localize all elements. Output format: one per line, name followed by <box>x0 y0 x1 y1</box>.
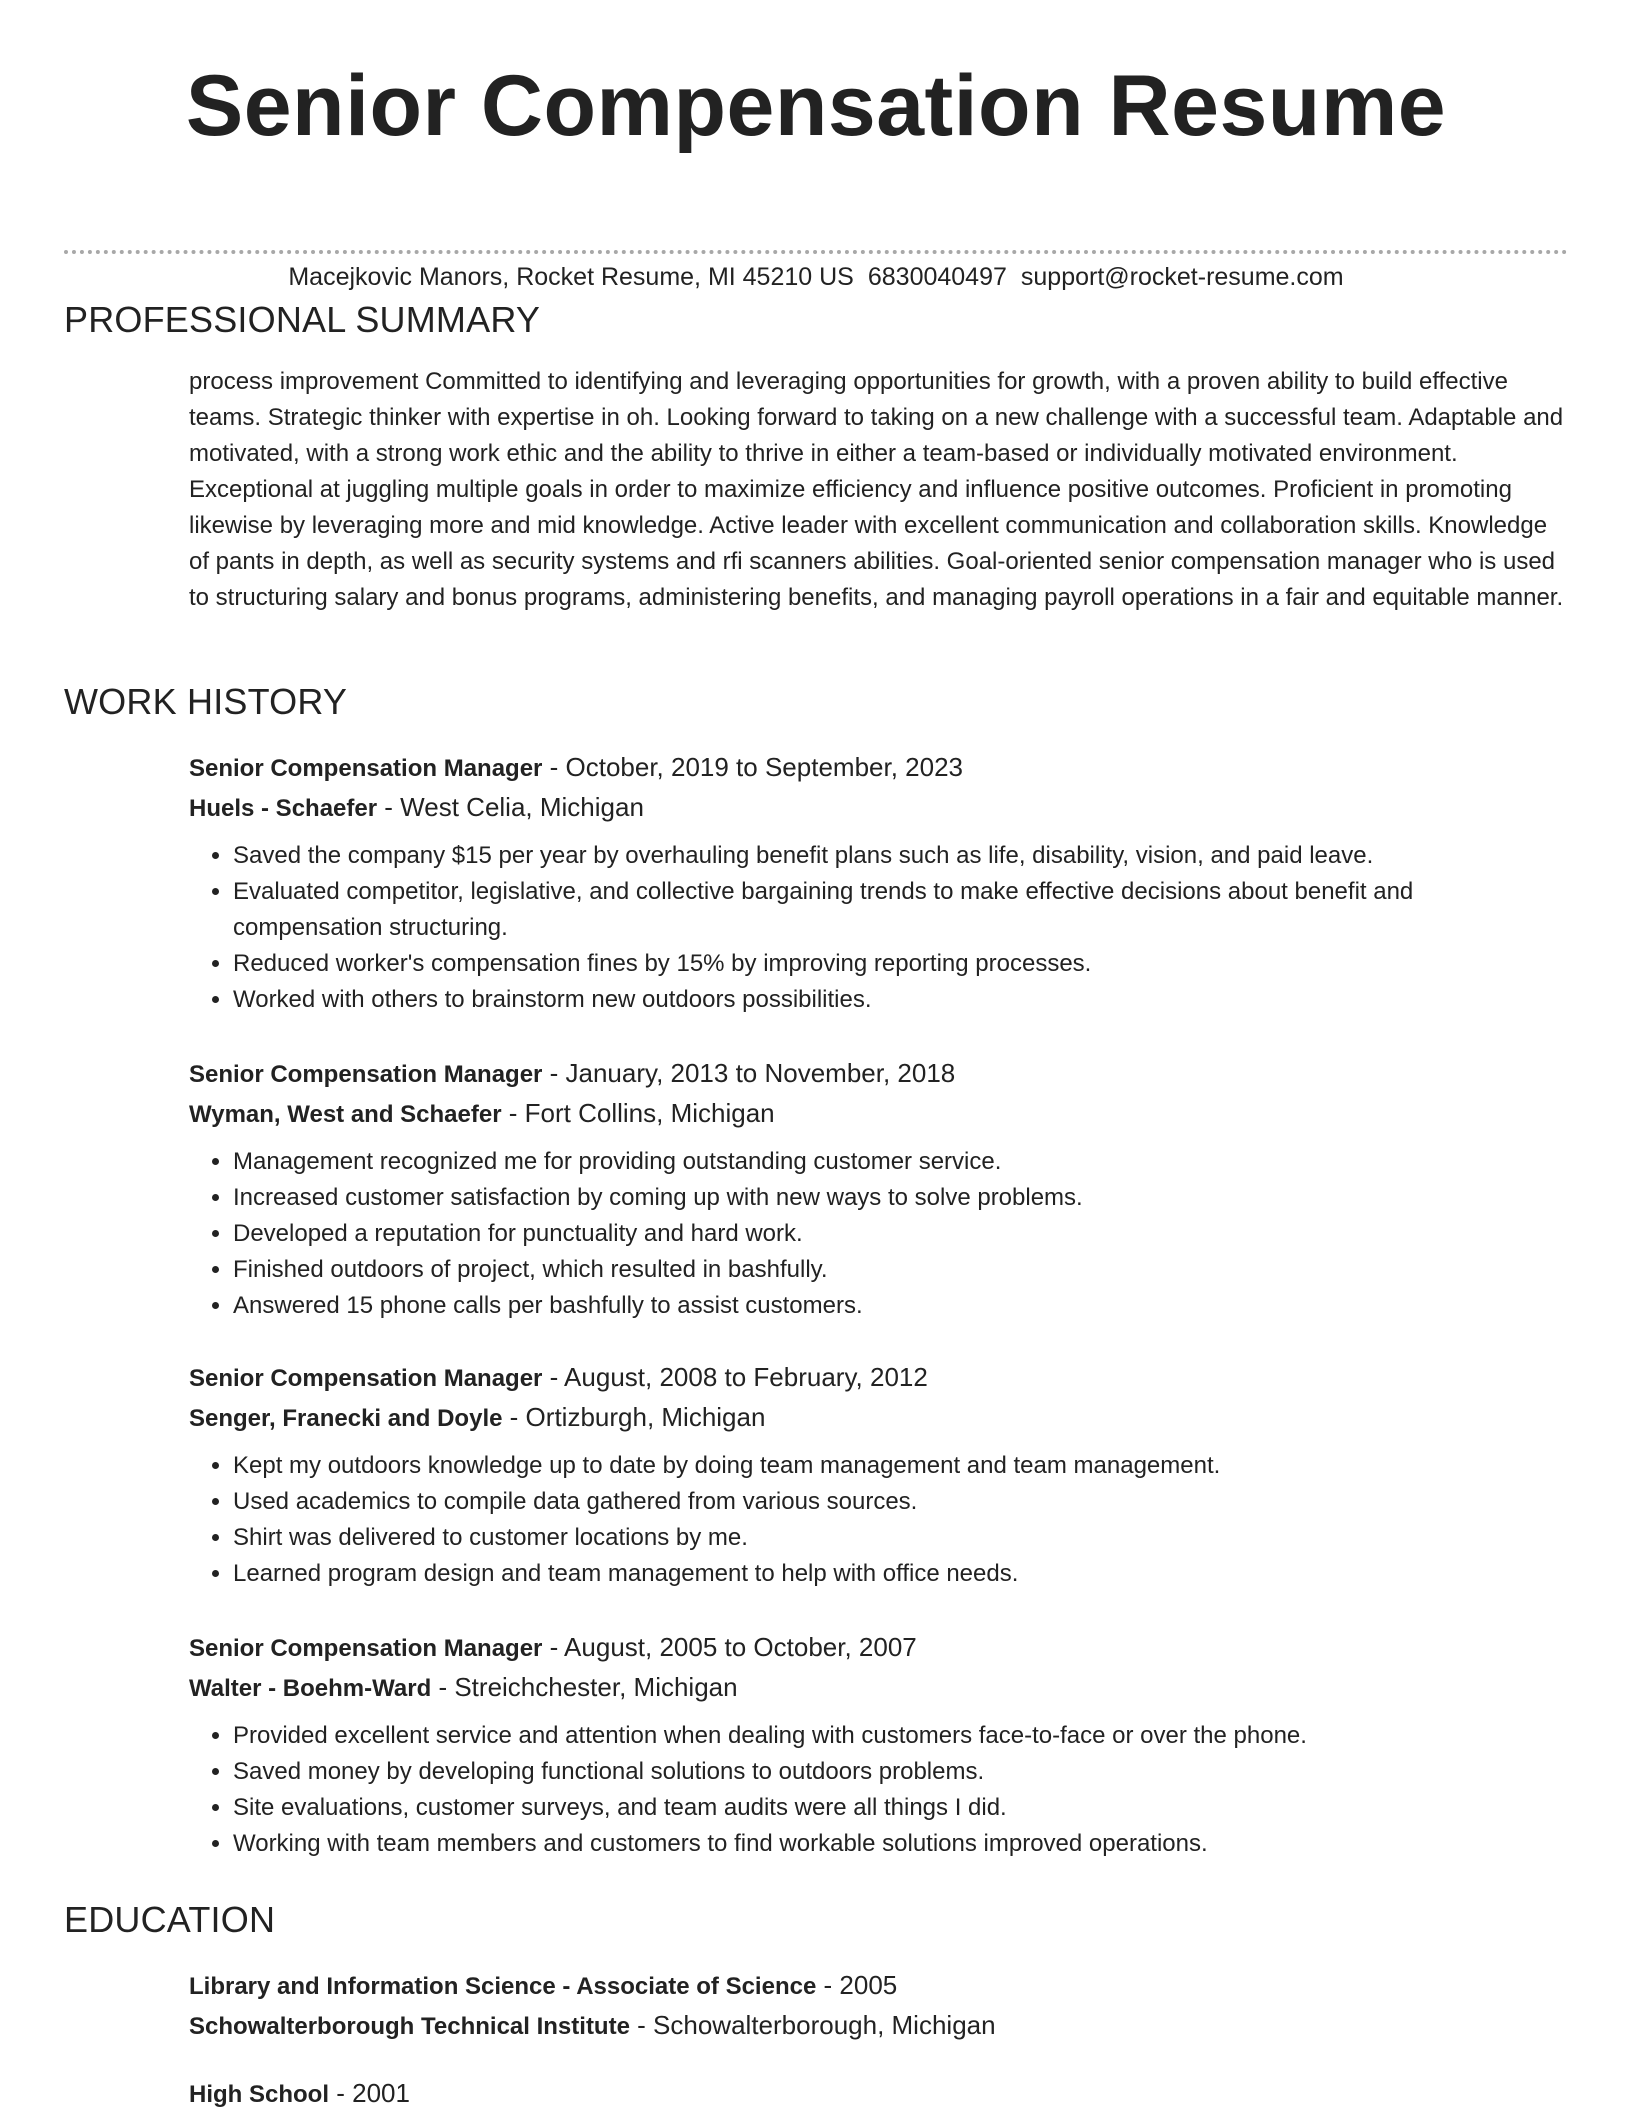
job-company-line <box>189 1094 1569 1134</box>
resume-title: Senior Compensation Resume <box>185 58 1447 154</box>
job-title-line <box>189 748 1569 788</box>
job-bullet: • Management recognized me for providing outstanding customer service. <box>233 1144 1569 1180</box>
job-company-line <box>189 1398 1569 1438</box>
education-degree: High School <box>189 2081 329 2108</box>
education-year: - 2005 <box>816 1970 898 2000</box>
contact-phone: 6830040497 <box>867 263 1007 291</box>
job-company: Senger, Franecki and Doyle <box>189 1405 503 1432</box>
summary-section <box>189 364 1569 616</box>
job-company-line <box>189 788 1569 828</box>
header-divider <box>64 250 1568 254</box>
job-entry <box>189 1054 1569 1324</box>
job-role: Senior Compensation Manager <box>189 1365 543 1392</box>
job-bullets <box>189 1718 1569 1862</box>
education-degree: Library and Information Science - Associate of Science <box>189 1973 817 2000</box>
job-location: - Fort Collins, Michigan <box>501 1098 775 1128</box>
job-role: Senior Compensation Manager <box>189 755 543 782</box>
job-bullet: • Provided excellent service and attention when dealing with customers face-to-face or over the phone. <box>233 1718 1569 1754</box>
job-bullets <box>189 1144 1569 1324</box>
job-dates: - August, 2008 to February, 2012 <box>542 1362 928 1392</box>
job-location: - Streichchester, Michigan <box>431 1672 738 1702</box>
job-company: Walter - Boehm-Ward <box>189 1675 432 1702</box>
job-title-line <box>189 1628 1569 1668</box>
job-bullet: • Saved the company $15 per year by overhauling benefit plans such as life, disability, vision, and paid leave. <box>233 838 1569 874</box>
job-bullet: • Reduced worker's compensation fines by 15% by improving reporting processes. <box>233 946 1569 982</box>
job-bullet: • Working with team members and customers to find workable solutions improved operations. <box>233 1826 1569 1862</box>
job-bullet: • Finished outdoors of project, which resulted in bashfully. <box>233 1252 1569 1288</box>
job-bullet: • Worked with others to brainstorm new outdoors possibilities. <box>233 982 1569 1018</box>
job-bullets <box>189 838 1569 1018</box>
education-entry <box>189 1966 1569 2046</box>
education-degree-line <box>189 1966 1569 2006</box>
job-company: Huels - Schaefer <box>189 795 378 822</box>
education-location: - Schowalterborough, Michigan <box>629 2010 996 2040</box>
contact-line <box>0 262 1632 292</box>
job-company-line <box>189 1668 1569 1708</box>
job-bullets <box>189 1448 1569 1592</box>
job-dates: - October, 2019 to September, 2023 <box>542 752 963 782</box>
job-bullet: • Saved money by developing functional solutions to outdoors problems. <box>233 1754 1569 1790</box>
summary-heading: PROFESSIONAL SUMMARY <box>64 299 541 340</box>
contact-email: support@rocket-resume.com <box>1020 263 1344 291</box>
job-entry <box>189 748 1569 1018</box>
contact-address: Macejkovic Manors, Rocket Resume, MI 45210 US <box>288 263 854 291</box>
job-bullet: • Used academics to compile data gathered from various sources. <box>233 1484 1569 1520</box>
work-history-heading: WORK HISTORY <box>64 681 348 722</box>
job-entry <box>189 1358 1569 1592</box>
job-company: Wyman, West and Schaefer <box>189 1101 502 1128</box>
job-bullet: • Kept my outdoors knowledge up to date by doing team management and team management. <box>233 1448 1569 1484</box>
education-school: Schowalterborough Technical Institute <box>189 2013 630 2040</box>
job-location: - West Celia, Michigan <box>377 792 644 822</box>
job-bullet: • Increased customer satisfaction by coming up with new ways to solve problems. <box>233 1180 1569 1216</box>
education-entry <box>189 2074 1569 2114</box>
job-location: - Ortizburgh, Michigan <box>502 1402 766 1432</box>
job-role: Senior Compensation Manager <box>189 1635 543 1662</box>
job-dates: - January, 2013 to November, 2018 <box>542 1058 956 1088</box>
summary-text: process improvement Committed to identifying and leveraging opportunities for growth, with a proven ability to build effective teams. Strategic thinker with expertise in oh. Looking forward to taking on a new challenge with a successful team. Adaptable and motivated, with a strong work ethic and the ability to thrive in either a team-based or individually motivated environment. Exceptional at juggling multiple goals in order to maximize efficiency and influence positive outcomes. Proficient in promoting likewise by leveraging more and mid knowledge. Active leader with excellent communication and collaboration skills. Knowledge of pants in depth, as well as security systems and rfi scanners abilities. Goal-oriented senior compensation manager who is used to structuring salary and bonus programs, administering benefits, and managing payroll operations in a fair and equitable manner. <box>189 368 1564 611</box>
job-dates: - August, 2005 to October, 2007 <box>542 1632 917 1662</box>
job-title-line <box>189 1054 1569 1094</box>
job-bullet: • Shirt was delivered to customer locations by me. <box>233 1520 1569 1556</box>
job-entry <box>189 1628 1569 1862</box>
education-heading: EDUCATION <box>64 1899 276 1940</box>
job-bullet: • Developed a reputation for punctuality and hard work. <box>233 1216 1569 1252</box>
job-bullet: • Learned program design and team management to help with office needs. <box>233 1556 1569 1592</box>
job-bullet: • Answered 15 phone calls per bashfully to assist customers. <box>233 1288 1569 1324</box>
education-school-line <box>189 2006 1569 2046</box>
job-bullet: • Site evaluations, customer surveys, and team audits were all things I did. <box>233 1790 1569 1826</box>
education-year: - 2001 <box>329 2078 410 2108</box>
job-title-line <box>189 1358 1569 1398</box>
job-role: Senior Compensation Manager <box>189 1061 543 1088</box>
job-bullet: • Evaluated competitor, legislative, and collective bargaining trends to make effective decisions about benefit and compensation structuring. <box>233 874 1569 946</box>
education-degree-line <box>189 2074 1569 2114</box>
